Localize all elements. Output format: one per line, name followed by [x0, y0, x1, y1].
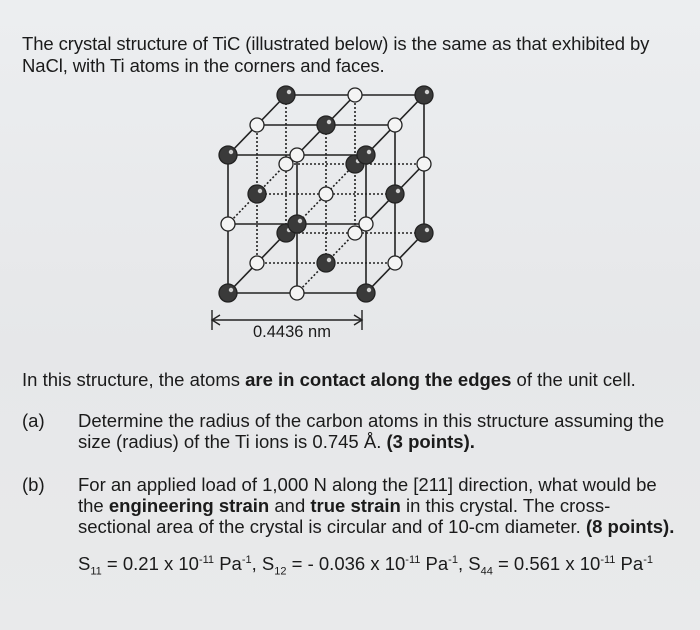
s44-value: = 0.561 x 10: [492, 553, 601, 574]
atom-highlight: [298, 219, 302, 223]
question-a-line-1: Determine the radius of the carbon atoms in this structure assuming the: [78, 410, 665, 431]
atom-highlight: [229, 150, 233, 154]
question-b-mid: and: [269, 495, 311, 516]
c-atom: [250, 118, 264, 132]
intro-paragraph: [22, 33, 682, 77]
c-atom: [348, 88, 362, 102]
statement-suffix: of the unit cell.: [511, 369, 636, 390]
question-a-text: [78, 410, 678, 452]
s11-unit-exponent: -1: [241, 553, 252, 566]
atom-highlight: [425, 228, 429, 232]
compliance-constants: [78, 553, 653, 578]
c-atom: [417, 157, 431, 171]
atom-highlight: [367, 150, 371, 154]
atom-highlight: [258, 189, 262, 193]
statement-prefix: In this structure, the atoms: [22, 369, 246, 390]
s11-exponent: -11: [198, 553, 215, 566]
c-atom: [359, 217, 373, 231]
s11-symbol: S: [78, 553, 91, 574]
ti-atom: [357, 284, 375, 302]
s12-value: = - 0.036 x 10: [286, 553, 406, 574]
ti-atom: [248, 185, 266, 203]
question-b-line-2-prefix: the: [78, 495, 109, 516]
s12-symbol: , S: [251, 553, 275, 574]
ti-atom: [277, 86, 295, 104]
c-atom: [250, 256, 264, 270]
ti-atom: [317, 254, 335, 272]
ti-atom: [219, 146, 237, 164]
intro-line-1: The crystal structure of TiC (illustrated below) is the same as that exhibited by: [22, 33, 650, 54]
s11-subscript: 11: [90, 565, 102, 578]
question-b-line-3: sectional area of the crystal is circular and of 10-cm diameter.: [78, 516, 586, 537]
question-b-line-2-suffix: in this crystal. The cross-: [400, 495, 611, 516]
crystal-structure-figure: [200, 85, 460, 345]
question-b-bold-engineering: engineering strain: [108, 495, 270, 516]
statement-bold: are in contact along the edges: [245, 369, 512, 390]
contact-statement: [22, 369, 682, 391]
ti-atom: [219, 284, 237, 302]
atom-highlight: [229, 288, 233, 292]
question-b-text: [78, 474, 678, 537]
ti-atom: [415, 86, 433, 104]
atom-highlight: [425, 90, 429, 94]
intro-line-2: NaCl, with Ti atoms in the corners and faces.: [22, 55, 385, 76]
c-atom: [290, 286, 304, 300]
atom-highlight: [287, 90, 291, 94]
ti-atom: [288, 215, 306, 233]
c-atom: [290, 148, 304, 162]
s11-value: = 0.21 x 10: [101, 553, 199, 574]
question-b-label: (b): [22, 474, 45, 495]
s44-subscript: 44: [480, 565, 493, 578]
s12-unit-exponent: -1: [448, 553, 458, 566]
unit-cell-diagram: [200, 85, 460, 345]
s11-unit: Pa: [214, 553, 242, 574]
ti-atom: [386, 185, 404, 203]
c-atom: [221, 217, 235, 231]
dimension-label: 0.4436 nm: [253, 323, 331, 341]
atom-highlight: [327, 258, 331, 262]
atom-highlight: [327, 120, 331, 124]
ti-atom: [415, 224, 433, 242]
question-b-line-1: For an applied load of 1,000 N along the [211] direction, what would be: [78, 474, 657, 495]
question-a-points: (3 points).: [386, 431, 475, 452]
s44-unit: Pa: [615, 553, 644, 574]
s12-unit: Pa: [420, 553, 449, 574]
c-atom: [319, 187, 333, 201]
s44-unit-exponent: -1: [643, 553, 653, 566]
atom-highlight: [396, 189, 400, 193]
s44-symbol: , S: [457, 553, 481, 574]
s44-exponent: -11: [600, 553, 616, 566]
s12-subscript: 12: [274, 565, 287, 578]
question-a-label: (a): [22, 410, 45, 431]
c-atom: [388, 118, 402, 132]
question-a-line-2: size (radius) of the Ti ions is 0.745 Å.: [78, 431, 387, 452]
s12-exponent: -11: [405, 553, 421, 566]
ti-atom: [317, 116, 335, 134]
question-b-bold-true: true strain: [310, 495, 401, 516]
c-atom: [388, 256, 402, 270]
ti-atom: [357, 146, 375, 164]
atom-highlight: [367, 288, 371, 292]
question-b-points: (8 points).: [585, 516, 675, 537]
